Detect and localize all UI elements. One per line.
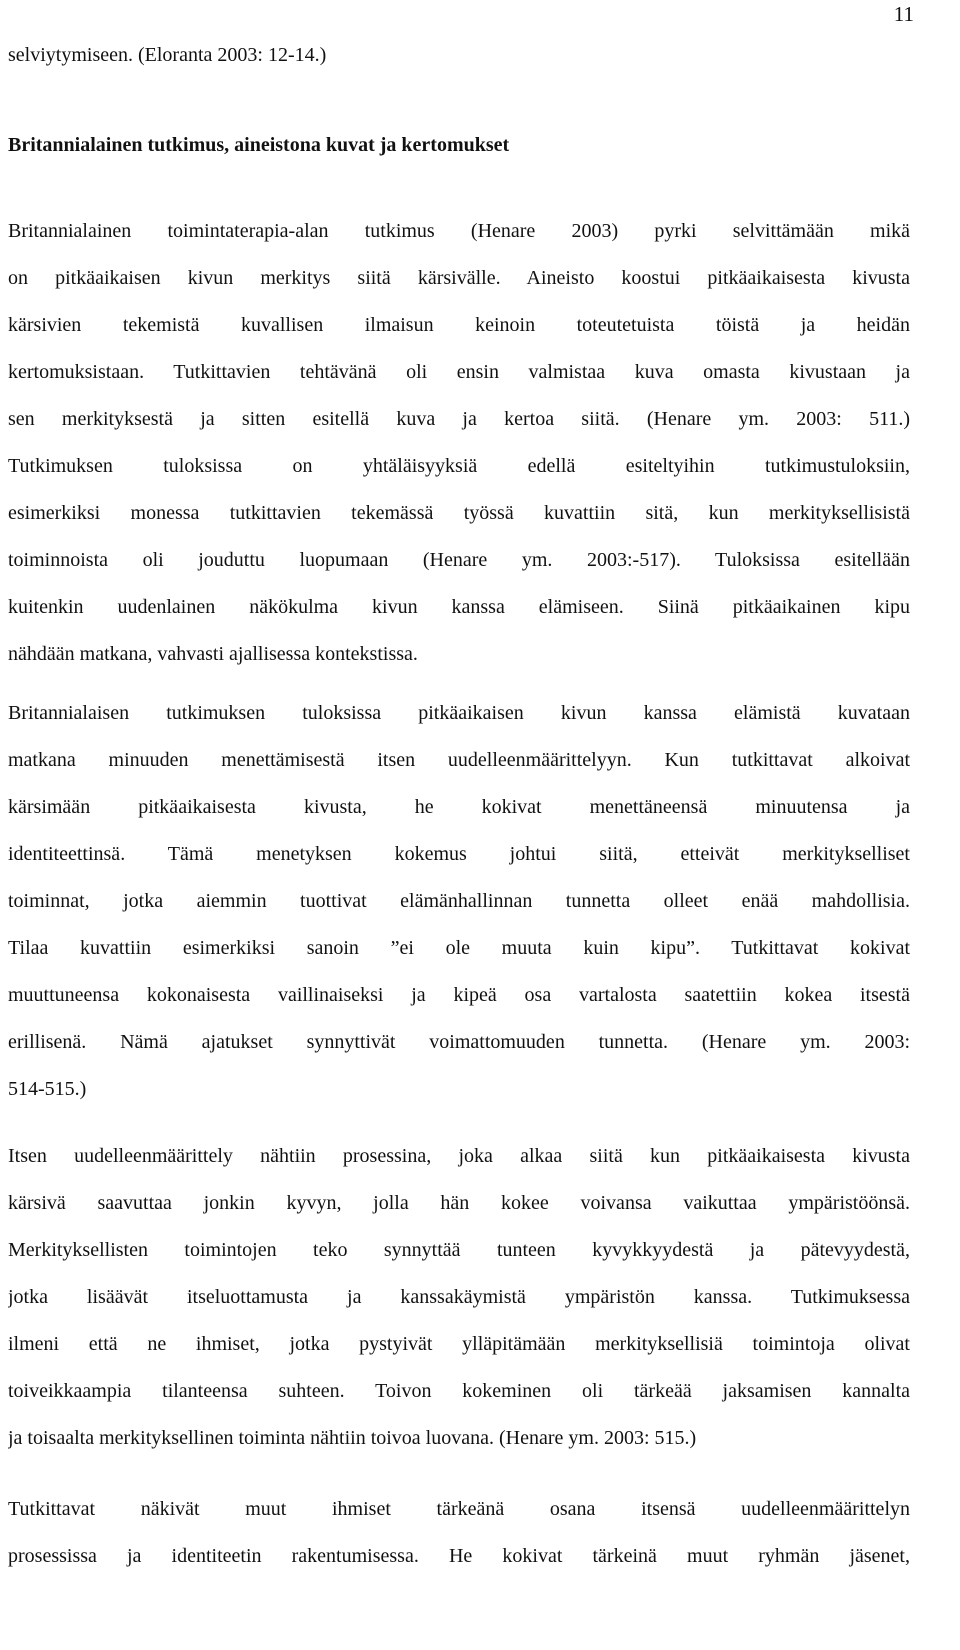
paragraph-3 xyxy=(8,1133,910,1462)
text-line: toiminnat, jotka aiemmin tuottivat elämänhallinnan tunnetta olleet enää mahdollisia. xyxy=(8,890,910,912)
text-line: kärsivä saavuttaa jonkin kyvyn, jolla hän kokee voivansa vaikuttaa ympäristöönsä. xyxy=(8,1192,910,1214)
text-line: toiminnoista oli jouduttu luopumaan (Henare ym. 2003:-517). Tuloksissa esitellään xyxy=(8,549,910,571)
text-line: Itsen uudelleenmäärittely nähtiin prosessina, joka alkaa siitä kun pitkäaikaisesta kivusta xyxy=(8,1145,910,1167)
text-line: kertomuksistaan. Tutkittavien tehtävänä oli ensin valmistaa kuva omasta kivustaan ja xyxy=(8,361,910,383)
text-line: ja toisaalta merkityksellinen toiminta nähtiin toivoa luovana. (Henare ym. 2003: 515.) xyxy=(8,1427,697,1449)
text-line: kärsivien tekemistä kuvallisen ilmaisun keinoin toteutetuista töistä ja heidän xyxy=(8,314,910,336)
text-line: sen merkityksestä ja sitten esitellä kuva ja kertoa siitä. (Henare ym. 2003: 511.) xyxy=(8,408,910,430)
text-line: selviytymiseen. (Eloranta 2003: 12-14.) xyxy=(8,44,327,66)
paragraph-1 xyxy=(8,208,910,678)
text-line: Britannialaisen tutkimuksen tuloksissa pitkäaikaisen kivun kanssa elämistä kuvataan xyxy=(8,702,910,724)
text-line: prosessissa ja identiteetin rakentumisessa. He kokivat tärkeinä muut ryhmän jäsenet, xyxy=(8,1545,910,1567)
section-heading: Britannialainen tutkimus, aineistona kuvat ja kertomukset xyxy=(8,134,510,156)
carryover-paragraph xyxy=(8,32,910,79)
text-line: jotka lisäävät itseluottamusta ja kanssakäymistä ympäristön kanssa. Tutkimuksessa xyxy=(8,1286,910,1308)
text-line: kuitenkin uudenlainen näkökulma kivun kanssa elämiseen. Siinä pitkäaikainen kipu xyxy=(8,596,910,618)
text-line: nähdään matkana, vahvasti ajallisessa kontekstissa. xyxy=(8,643,418,665)
text-line: kärsimään pitkäaikaisesta kivusta, he kokivat menettäneensä minuutensa ja xyxy=(8,796,910,818)
text-line: Tutkittavat näkivät muut ihmiset tärkeänä osana itsensä uudelleenmäärittelyn xyxy=(8,1498,910,1520)
text-line: 514-515.) xyxy=(8,1078,87,1100)
paragraph-2 xyxy=(8,690,910,1113)
text-line: identiteettinsä. Tämä menetyksen kokemus johtui siitä, etteivät merkitykselliset xyxy=(8,843,910,865)
text-line: Britannialainen toimintaterapia-alan tutkimus (Henare 2003) pyrki selvittämään mikä xyxy=(8,220,910,242)
text-line: esimerkiksi monessa tutkittavien tekemässä työssä kuvattiin sitä, kun merkityksellisistä xyxy=(8,502,910,524)
text-line: toiveikkaampia tilanteensa suhteen. Toivon kokeminen oli tärkeää jaksamisen kannalta xyxy=(8,1380,910,1402)
text-line: Tutkimuksen tuloksissa on yhtäläisyyksiä edellä esiteltyihin tutkimustuloksiin, xyxy=(8,455,910,477)
paragraph-4 xyxy=(8,1486,910,1580)
text-line: muuttuneensa kokonaisesta vaillinaiseksi ja kipeä osa vartalosta saatettiin kokea itsestä xyxy=(8,984,910,1006)
text-line: ilmeni että ne ihmiset, jotka pystyivät ylläpitämään merkityksellisiä toimintoja olivat xyxy=(8,1333,910,1355)
text-line: on pitkäaikaisen kivun merkitys siitä kärsivälle. Aineisto koostui pitkäaikaisesta kivusta xyxy=(8,267,910,289)
text-line: Tilaa kuvattiin esimerkiksi sanoin ”ei ole muuta kuin kipu”. Tutkittavat kokivat xyxy=(8,937,910,959)
text-line: matkana minuuden menettämisestä itsen uudelleenmäärittelyyn. Kun tutkittavat alkoivat xyxy=(8,749,910,771)
text-line: erillisenä. Nämä ajatukset synnyttivät voimattomuuden tunnetta. (Henare ym. 2003: xyxy=(8,1031,910,1053)
text-line: Merkityksellisten toimintojen teko synnyttää tunteen kyvykkyydestä ja pätevyydestä, xyxy=(8,1239,910,1261)
page-number: 11 xyxy=(893,2,914,26)
